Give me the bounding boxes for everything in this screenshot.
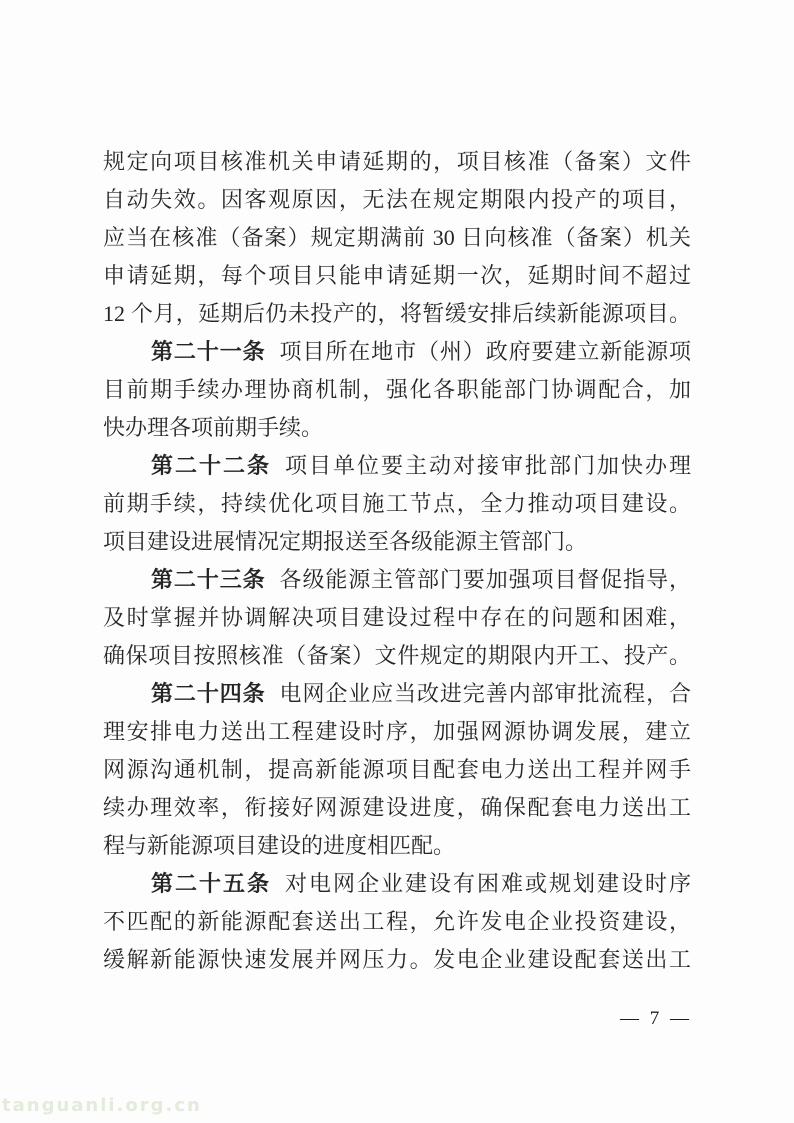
text-line [103,561,691,599]
article-text: 项目单位要主动对接审批部门加快办理 [285,453,691,478]
article-text: 电网企业应当改进完善内部审批流程，合 [279,681,691,706]
text-line: 缓解新能源快速发展并网压力。发电企业建设配套送出工 [103,947,691,972]
text-line [103,447,691,485]
text-line: 确保项目按照核准（备案）文件规定的期限内开工、投产。 [103,643,691,668]
text-line: 续办理效率，衔接好网源建设进度，确保配套电力送出工 [103,795,691,820]
page-number: — 7 — [620,1008,692,1029]
paragraph-article-24 [103,675,691,865]
text-line: 快办理各项前期手续。 [103,415,324,440]
text-line: 程与新能源项目建设的进度相匹配。 [103,833,456,858]
article-heading: 第二十三条 [151,567,266,592]
article-text: 对电网企业建设有困难或规划建设时序 [285,871,691,896]
text-line [103,865,691,903]
article-heading: 第二十二条 [151,453,271,478]
text-line: 不匹配的新能源配套送出工程，允许发电企业投资建设， [103,909,691,934]
text-line: 目前期手续办理协商机制，强化各职能部门协调配合，加 [103,377,691,402]
paragraph-continuation [103,143,691,333]
text-line [103,675,691,713]
article-text: 各级能源主管部门要加强项目督促指导， [279,567,691,592]
document-body [103,143,691,979]
paragraph-article-23 [103,561,691,675]
article-heading: 第二十四条 [151,681,266,706]
text-line: 规定向项目核准机关申请延期的，项目核准（备案）文件 [103,149,691,174]
text-line: 应当在核准（备案）规定期满前 30 日向核准（备案）机关 [103,225,691,250]
text-line: 及时掌握并协调解决项目建设过程中存在的问题和困难， [103,605,691,630]
text-line: 自动失效。因客观原因，无法在规定期限内投产的项目， [103,187,691,212]
article-text: 项目所在地市（州）政府要建立新能源项 [279,339,691,364]
paragraph-article-22 [103,447,691,561]
paragraph-article-25 [103,865,691,979]
text-line: 12 个月，延期后仍未投产的，将暂缓安排后续新能源项目。 [103,301,691,326]
paragraph-article-21 [103,333,691,447]
text-line [103,333,691,371]
article-heading: 第二十一条 [151,339,266,364]
text-line: 网源沟通机制，提高新能源项目配套电力送出工程并网手 [103,757,691,782]
text-line: 项目建设进展情况定期报送至各级能源主管部门。 [103,529,588,554]
article-heading: 第二十五条 [151,871,271,896]
text-line: 前期手续，持续优化项目施工节点，全力推动项目建设。 [103,491,691,516]
text-line: 理安排电力送出工程建设时序，加强网源协调发展，建立 [103,719,691,744]
watermark: tanguanli.org.cn [2,1095,202,1116]
text-line: 申请延期，每个项目只能申请延期一次，延期时间不超过 [103,263,691,288]
